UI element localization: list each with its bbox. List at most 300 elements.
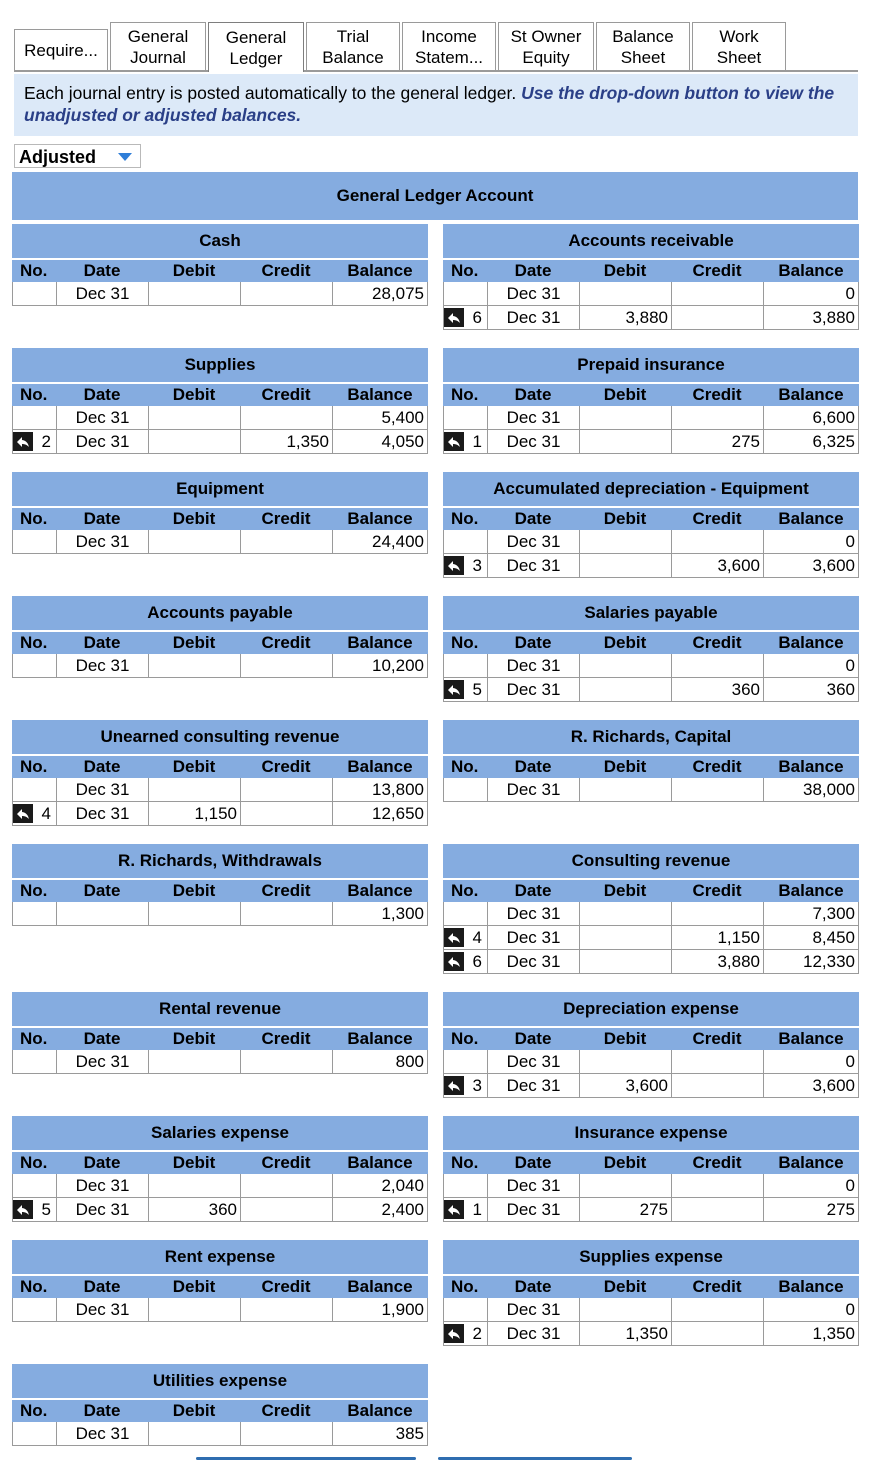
entry-number: 5 xyxy=(472,679,482,699)
column-header-date: Date xyxy=(514,261,552,280)
ledger-row xyxy=(443,1074,859,1098)
ledger-row xyxy=(443,554,859,578)
column-header-debit: Debit xyxy=(603,261,647,280)
ledger-row xyxy=(443,778,859,802)
cell-credit xyxy=(240,1198,332,1222)
dropdown-selected-value: Adjusted xyxy=(19,147,97,167)
column-header-date: Date xyxy=(83,385,121,404)
column-header-no: No. xyxy=(20,1153,48,1172)
cell-no xyxy=(12,430,56,454)
cell-date: Dec 31 xyxy=(487,1174,579,1198)
cell-no xyxy=(443,1074,487,1098)
tab-general-ledger[interactable]: General Ledger xyxy=(208,22,304,72)
ledger-row xyxy=(12,1174,428,1198)
ledger-row xyxy=(443,1322,859,1346)
cell-no xyxy=(443,554,487,578)
column-header-credit: Credit xyxy=(261,757,311,776)
cell-balance: 12,650 xyxy=(332,802,428,826)
instructions-emphasis: Use the drop-down button to view the unadjusted or adjusted balances. xyxy=(24,83,835,125)
cell-credit: 3,600 xyxy=(671,554,763,578)
cell-date: Dec 31 xyxy=(487,1050,579,1074)
cell-date: Dec 31 xyxy=(487,902,579,926)
cell-no xyxy=(12,1422,56,1446)
cell-debit xyxy=(148,902,240,926)
ledger-row xyxy=(443,654,859,678)
cell-debit xyxy=(579,554,671,578)
column-header-credit: Credit xyxy=(692,509,742,528)
account-title: Utilities expense xyxy=(12,1364,428,1398)
cell-balance: 3,600 xyxy=(763,554,859,578)
cell-balance: 0 xyxy=(763,1174,859,1198)
column-header-balance: Balance xyxy=(778,509,844,528)
entry-number: 6 xyxy=(472,307,482,327)
account-title: Rent expense xyxy=(12,1240,428,1274)
ledger-row xyxy=(443,430,859,454)
account-title: Unearned consulting revenue xyxy=(12,720,428,754)
account-r-richards-withdrawals xyxy=(12,844,428,926)
tab-st-owner-equity[interactable]: St Owner Equity xyxy=(498,22,594,70)
back-to-journal-icon[interactable] xyxy=(444,952,464,971)
back-to-journal-icon[interactable] xyxy=(13,804,33,823)
cell-credit: 1,350 xyxy=(240,430,332,454)
ledger-row xyxy=(443,1050,859,1074)
column-header-debit: Debit xyxy=(172,1277,216,1296)
cell-credit xyxy=(671,1174,763,1198)
column-header-balance: Balance xyxy=(347,1401,413,1420)
cell-date: Dec 31 xyxy=(56,430,148,454)
cell-balance: 6,325 xyxy=(763,430,859,454)
cell-no xyxy=(443,654,487,678)
column-header-date: Date xyxy=(83,881,121,900)
column-header-balance: Balance xyxy=(778,261,844,280)
column-header-row xyxy=(12,506,428,530)
cell-credit xyxy=(240,654,332,678)
account-insurance-expense xyxy=(443,1116,859,1222)
cell-debit xyxy=(148,430,240,454)
column-header-no: No. xyxy=(20,633,48,652)
column-header-no: No. xyxy=(20,757,48,776)
column-header-row xyxy=(443,878,859,902)
account-consulting-revenue xyxy=(443,844,859,974)
cell-date: Dec 31 xyxy=(487,1322,579,1346)
cell-balance: 0 xyxy=(763,1050,859,1074)
back-to-journal-icon[interactable] xyxy=(444,556,464,575)
chevron-down-icon[interactable] xyxy=(118,153,132,161)
cell-debit xyxy=(148,406,240,430)
column-header-balance: Balance xyxy=(347,1029,413,1048)
column-header-date: Date xyxy=(83,261,121,280)
cell-credit xyxy=(671,406,763,430)
cell-no xyxy=(443,530,487,554)
entry-number: 4 xyxy=(41,803,51,823)
entry-number: 6 xyxy=(472,951,482,971)
ledger-row xyxy=(12,778,428,802)
cell-no xyxy=(443,678,487,702)
cell-credit: 275 xyxy=(671,430,763,454)
tab-work-sheet[interactable]: Work Sheet xyxy=(692,22,786,70)
account-title: Equipment xyxy=(12,472,428,506)
column-header-date: Date xyxy=(514,385,552,404)
cell-no xyxy=(12,1198,56,1222)
account-salaries-payable xyxy=(443,596,859,702)
column-header-balance: Balance xyxy=(347,261,413,280)
cell-no xyxy=(443,950,487,974)
column-header-row xyxy=(12,258,428,282)
cell-balance: 5,400 xyxy=(332,406,428,430)
back-to-journal-icon[interactable] xyxy=(13,1200,33,1219)
column-header-balance: Balance xyxy=(778,1029,844,1048)
cell-balance: 1,900 xyxy=(332,1298,428,1322)
column-header-no: No. xyxy=(451,509,479,528)
tab-trial-balance[interactable]: Trial Balance xyxy=(306,22,400,70)
cell-balance: 385 xyxy=(332,1422,428,1446)
cell-balance: 3,880 xyxy=(763,306,859,330)
column-header-balance: Balance xyxy=(347,509,413,528)
back-to-journal-icon[interactable] xyxy=(444,928,464,947)
column-header-balance: Balance xyxy=(347,385,413,404)
cell-credit xyxy=(671,1298,763,1322)
column-header-row xyxy=(12,1150,428,1174)
cell-debit xyxy=(148,530,240,554)
cell-balance: 10,200 xyxy=(332,654,428,678)
cell-debit xyxy=(579,1174,671,1198)
cell-debit xyxy=(579,430,671,454)
cell-no xyxy=(12,654,56,678)
column-header-no: No. xyxy=(20,881,48,900)
account-rent-expense xyxy=(12,1240,428,1322)
cell-balance: 3,600 xyxy=(763,1074,859,1098)
column-header-no: No. xyxy=(451,1277,479,1296)
cell-date: Dec 31 xyxy=(487,1198,579,1222)
cell-date: Dec 31 xyxy=(487,530,579,554)
cell-debit xyxy=(579,678,671,702)
column-header-credit: Credit xyxy=(692,385,742,404)
cell-date: Dec 31 xyxy=(56,778,148,802)
cell-balance: 24,400 xyxy=(332,530,428,554)
account-title: Accounts receivable xyxy=(443,224,859,258)
cell-balance: 13,800 xyxy=(332,778,428,802)
column-header-balance: Balance xyxy=(347,1277,413,1296)
account-title: R. Richards, Withdrawals xyxy=(12,844,428,878)
account-supplies xyxy=(12,348,428,454)
cell-date: Dec 31 xyxy=(487,1074,579,1098)
ledger-row xyxy=(443,1174,859,1198)
column-header-date: Date xyxy=(514,1153,552,1172)
account-title: Depreciation expense xyxy=(443,992,859,1026)
cell-debit xyxy=(148,1422,240,1446)
column-header-no: No. xyxy=(451,385,479,404)
column-header-debit: Debit xyxy=(603,1029,647,1048)
cell-date: Dec 31 xyxy=(56,1422,148,1446)
cell-credit xyxy=(240,530,332,554)
account-title: Insurance expense xyxy=(443,1116,859,1150)
column-header-credit: Credit xyxy=(692,1153,742,1172)
cell-date: Dec 31 xyxy=(56,1050,148,1074)
tab-balance-sheet[interactable]: Balance Sheet xyxy=(596,22,690,70)
cell-balance: 38,000 xyxy=(763,778,859,802)
column-header-row xyxy=(443,382,859,406)
column-header-row xyxy=(443,1026,859,1050)
cell-debit xyxy=(579,1298,671,1322)
column-header-no: No. xyxy=(451,1029,479,1048)
column-header-credit: Credit xyxy=(261,633,311,652)
cell-credit: 360 xyxy=(671,678,763,702)
cell-no xyxy=(12,406,56,430)
account-title: Prepaid insurance xyxy=(443,348,859,382)
column-header-row xyxy=(12,382,428,406)
ledger-row xyxy=(443,1298,859,1322)
cell-debit xyxy=(579,1050,671,1074)
ledger-row xyxy=(443,406,859,430)
cell-credit xyxy=(671,1050,763,1074)
cell-no xyxy=(12,1050,56,1074)
column-header-credit: Credit xyxy=(261,509,311,528)
cell-debit xyxy=(148,282,240,306)
cell-debit xyxy=(148,1050,240,1074)
cell-credit xyxy=(240,1422,332,1446)
column-header-no: No. xyxy=(20,509,48,528)
cell-debit xyxy=(579,282,671,306)
cell-credit xyxy=(240,1050,332,1074)
back-to-journal-icon[interactable] xyxy=(444,1200,464,1219)
column-header-debit: Debit xyxy=(172,1153,216,1172)
column-header-credit: Credit xyxy=(261,881,311,900)
cell-no xyxy=(443,1322,487,1346)
column-header-row xyxy=(12,1398,428,1422)
cell-no xyxy=(12,902,56,926)
ledger-row xyxy=(443,950,859,974)
ledger-row xyxy=(443,926,859,950)
cell-credit: 1,150 xyxy=(671,926,763,950)
cell-no xyxy=(443,926,487,950)
cell-debit xyxy=(579,530,671,554)
cell-no xyxy=(12,1298,56,1322)
tab-income-statem[interactable]: Income Statem... xyxy=(402,22,496,70)
cell-credit xyxy=(671,902,763,926)
column-header-debit: Debit xyxy=(172,633,216,652)
back-to-journal-icon[interactable] xyxy=(444,432,464,451)
account-title: R. Richards, Capital xyxy=(443,720,859,754)
column-header-balance: Balance xyxy=(778,1277,844,1296)
column-header-date: Date xyxy=(514,881,552,900)
column-header-credit: Credit xyxy=(261,1029,311,1048)
ledger-row xyxy=(12,430,428,454)
ledger-row xyxy=(12,1198,428,1222)
cell-debit: 1,150 xyxy=(148,802,240,826)
ledger-row xyxy=(12,902,428,926)
cell-date: Dec 31 xyxy=(487,778,579,802)
back-to-journal-icon[interactable] xyxy=(444,1076,464,1095)
cell-date: Dec 31 xyxy=(56,654,148,678)
account-cash xyxy=(12,224,428,306)
cell-date: Dec 31 xyxy=(56,1298,148,1322)
cell-date: Dec 31 xyxy=(56,530,148,554)
account-title: Rental revenue xyxy=(12,992,428,1026)
cell-no xyxy=(443,1050,487,1074)
column-header-credit: Credit xyxy=(261,1277,311,1296)
cell-balance: 0 xyxy=(763,282,859,306)
cell-no xyxy=(443,778,487,802)
cell-date: Dec 31 xyxy=(56,1174,148,1198)
cell-debit xyxy=(148,1298,240,1322)
cell-credit xyxy=(240,1298,332,1322)
back-to-journal-icon[interactable] xyxy=(13,432,33,451)
entry-number: 4 xyxy=(472,927,482,947)
cell-credit: 3,880 xyxy=(671,950,763,974)
cell-debit xyxy=(579,778,671,802)
back-to-journal-icon[interactable] xyxy=(444,680,464,699)
column-header-balance: Balance xyxy=(347,757,413,776)
column-header-no: No. xyxy=(451,757,479,776)
column-header-debit: Debit xyxy=(172,1029,216,1048)
column-header-date: Date xyxy=(514,757,552,776)
entry-number: 1 xyxy=(472,1199,482,1219)
cell-no xyxy=(443,1198,487,1222)
column-header-credit: Credit xyxy=(692,261,742,280)
account-prepaid-insurance xyxy=(443,348,859,454)
column-header-row xyxy=(12,878,428,902)
column-header-no: No. xyxy=(451,261,479,280)
cell-credit xyxy=(671,530,763,554)
column-header-row xyxy=(443,506,859,530)
entry-number: 3 xyxy=(472,1075,482,1095)
back-to-journal-icon[interactable] xyxy=(444,308,464,327)
balance-view-dropdown[interactable] xyxy=(14,144,141,168)
ledger-row xyxy=(12,802,428,826)
column-header-row xyxy=(443,1150,859,1174)
cell-date: Dec 31 xyxy=(487,406,579,430)
cell-no xyxy=(443,1174,487,1198)
column-header-date: Date xyxy=(514,633,552,652)
cell-credit xyxy=(671,654,763,678)
column-header-debit: Debit xyxy=(603,1153,647,1172)
column-header-date: Date xyxy=(83,509,121,528)
cell-credit xyxy=(240,406,332,430)
cell-balance: 0 xyxy=(763,654,859,678)
account-unearned-consulting-revenue xyxy=(12,720,428,826)
column-header-debit: Debit xyxy=(603,633,647,652)
ledger-row xyxy=(12,530,428,554)
account-supplies-expense xyxy=(443,1240,859,1346)
cell-debit xyxy=(148,778,240,802)
cell-balance: 1,350 xyxy=(763,1322,859,1346)
column-header-date: Date xyxy=(83,1153,121,1172)
cell-credit xyxy=(671,778,763,802)
cell-credit xyxy=(240,802,332,826)
column-header-debit: Debit xyxy=(172,509,216,528)
column-header-balance: Balance xyxy=(347,633,413,652)
cell-no xyxy=(443,406,487,430)
column-header-no: No. xyxy=(20,261,48,280)
column-header-debit: Debit xyxy=(172,757,216,776)
column-header-balance: Balance xyxy=(778,633,844,652)
account-accounts-receivable xyxy=(443,224,859,330)
column-header-credit: Credit xyxy=(692,1277,742,1296)
ledger-row xyxy=(12,1050,428,1074)
cell-date: Dec 31 xyxy=(487,1298,579,1322)
account-depreciation-expense xyxy=(443,992,859,1098)
column-header-date: Date xyxy=(83,1029,121,1048)
column-header-debit: Debit xyxy=(172,881,216,900)
cell-balance: 12,330 xyxy=(763,950,859,974)
cell-date: Dec 31 xyxy=(487,282,579,306)
column-header-no: No. xyxy=(20,1029,48,1048)
column-header-row xyxy=(12,1026,428,1050)
column-header-debit: Debit xyxy=(172,261,216,280)
cell-debit xyxy=(579,950,671,974)
account-accounts-payable xyxy=(12,596,428,678)
account-accumulated-depreciation-equipment xyxy=(443,472,859,578)
column-header-no: No. xyxy=(451,633,479,652)
column-header-credit: Credit xyxy=(261,1401,311,1420)
cell-credit xyxy=(671,306,763,330)
cell-credit xyxy=(671,1198,763,1222)
cell-credit xyxy=(240,902,332,926)
back-to-journal-icon[interactable] xyxy=(444,1324,464,1343)
column-header-credit: Credit xyxy=(692,633,742,652)
cell-date: Dec 31 xyxy=(487,654,579,678)
ledger-title: General Ledger Account xyxy=(12,172,858,220)
cell-no xyxy=(443,282,487,306)
column-header-balance: Balance xyxy=(778,385,844,404)
cell-no xyxy=(12,802,56,826)
account-title: Salaries payable xyxy=(443,596,859,630)
column-header-row xyxy=(12,754,428,778)
column-header-no: No. xyxy=(451,881,479,900)
cell-date: Dec 31 xyxy=(56,802,148,826)
account-title: Accounts payable xyxy=(12,596,428,630)
cell-no xyxy=(12,530,56,554)
column-header-row xyxy=(443,258,859,282)
column-header-row xyxy=(12,1274,428,1298)
entry-number: 3 xyxy=(472,555,482,575)
tab-general-journal[interactable]: General Journal xyxy=(110,22,206,70)
cell-debit xyxy=(579,406,671,430)
column-header-debit: Debit xyxy=(172,1401,216,1420)
cell-date xyxy=(56,902,148,926)
column-header-balance: Balance xyxy=(347,881,413,900)
cell-no xyxy=(443,306,487,330)
cell-credit xyxy=(671,282,763,306)
account-equipment xyxy=(12,472,428,554)
column-header-date: Date xyxy=(83,633,121,652)
column-header-credit: Credit xyxy=(261,385,311,404)
cell-date: Dec 31 xyxy=(487,926,579,950)
column-header-credit: Credit xyxy=(692,1029,742,1048)
cell-balance: 2,040 xyxy=(332,1174,428,1198)
cell-balance: 28,075 xyxy=(332,282,428,306)
cell-date: Dec 31 xyxy=(487,678,579,702)
ledger-row xyxy=(443,1198,859,1222)
entry-number: 5 xyxy=(41,1199,51,1219)
column-header-balance: Balance xyxy=(347,1153,413,1172)
account-title: Salaries expense xyxy=(12,1116,428,1150)
column-header-no: No. xyxy=(20,1401,48,1420)
tab-require[interactable]: Require... xyxy=(14,29,108,70)
cell-no xyxy=(12,1174,56,1198)
cell-no xyxy=(12,282,56,306)
cell-debit: 3,880 xyxy=(579,306,671,330)
tab-bar-divider xyxy=(14,70,858,72)
ledger-row xyxy=(12,1422,428,1446)
cell-balance: 6,600 xyxy=(763,406,859,430)
ledger-row xyxy=(443,306,859,330)
cell-debit xyxy=(579,926,671,950)
cell-debit: 360 xyxy=(148,1198,240,1222)
ledger-row xyxy=(443,530,859,554)
column-header-row xyxy=(443,630,859,654)
cell-debit xyxy=(579,902,671,926)
